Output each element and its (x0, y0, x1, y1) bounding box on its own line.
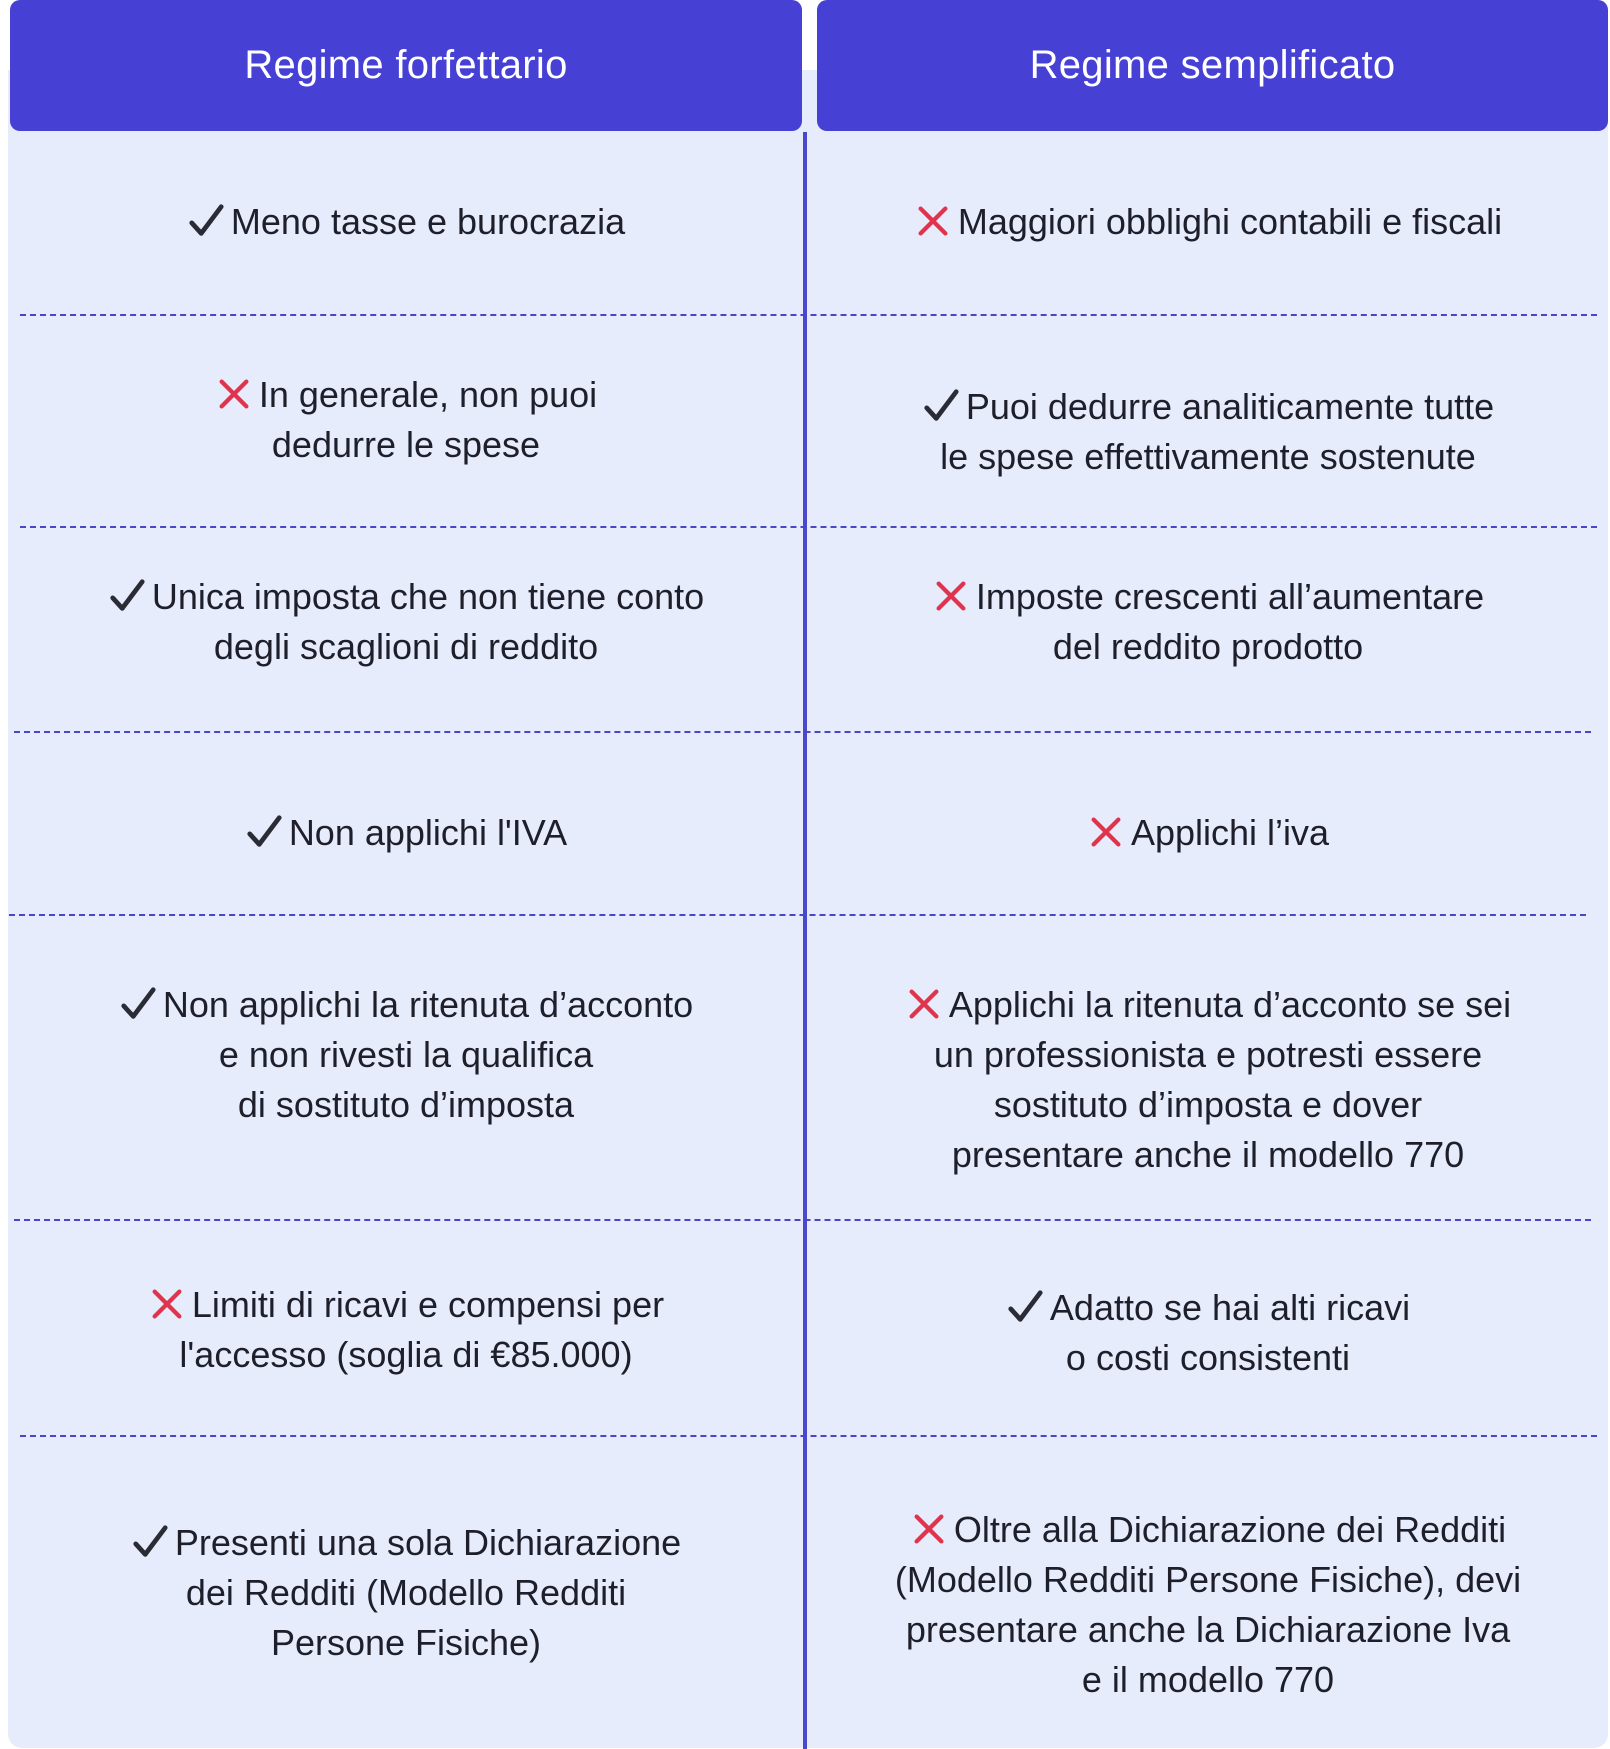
cell-text: Applichi la ritenuta d’acconto se sei un professionista e potresti essere sostituto d’imposta e dover presentare anche il modello 770 (933, 984, 1512, 1175)
table-cell-left (10, 547, 802, 697)
table-cell-left (10, 771, 802, 895)
cell-text: Imposte crescenti all’aumentare del reddito prodotto (975, 576, 1485, 667)
cell-text: Oltre alla Dichiarazione dei Redditi (Modello Redditi Persone Fisiche), devi presentare anche la Dichiarazione Iva e il modello 770 (894, 1509, 1522, 1700)
table-cell-left (10, 980, 802, 1130)
check-icon (119, 985, 157, 1023)
cross-icon (932, 577, 970, 615)
table-cell-left (10, 1255, 802, 1405)
cross-icon (910, 1510, 948, 1548)
cross-icon (914, 202, 952, 240)
cell-text: Puoi dedurre analiticamente tutte le spese effettivamente sostenute (940, 386, 1495, 477)
cell-text: Adatto se hai alti ricavi o costi consistenti (1049, 1287, 1411, 1378)
header-right-label: Regime semplificato (1029, 43, 1396, 87)
table-cell-left (10, 160, 802, 284)
row-separator (20, 526, 1597, 528)
table-body-panel (8, 70, 1608, 1748)
cross-icon (905, 985, 943, 1023)
column-divider (803, 132, 807, 1749)
row-separator (20, 1435, 1597, 1437)
cross-icon (148, 1285, 186, 1323)
header-left-label: Regime forfettario (244, 43, 568, 87)
check-icon (108, 577, 146, 615)
row-separator (14, 731, 1591, 733)
row-separator (9, 914, 1586, 916)
table-cell-left (10, 1518, 802, 1668)
check-icon (245, 813, 283, 851)
cell-text: Limiti di ricavi e compensi per l'accesso (soglia di €85.000) (179, 1284, 665, 1375)
cell-text: In generale, non puoi dedurre le spese (258, 374, 598, 465)
check-icon (187, 202, 225, 240)
cross-icon (1087, 813, 1125, 851)
cell-text: Non applichi l'IVA (288, 812, 568, 853)
row-separator (14, 1219, 1591, 1221)
table-cell-right (808, 1258, 1608, 1408)
table-cell-right (808, 1505, 1608, 1705)
cell-text: Unica imposta che non tiene conto degli scaglioni di reddito (151, 576, 705, 667)
cell-text: Presenti una sola Dichiarazione dei Redditi (Modello Redditi Persone Fisiche) (174, 1522, 682, 1663)
table-cell-right (808, 547, 1608, 697)
row-separator (20, 314, 1597, 316)
check-icon (131, 1523, 169, 1561)
check-icon (1006, 1288, 1044, 1326)
table-cell-right (808, 980, 1608, 1180)
cell-text: Meno tasse e burocrazia (230, 201, 626, 242)
cross-icon (215, 375, 253, 413)
table-cell-right (808, 160, 1608, 284)
header-regime-forfettario (10, 0, 802, 131)
table-cell-right (808, 357, 1608, 507)
table-cell-left (10, 345, 802, 495)
header-regime-semplificato (817, 0, 1608, 131)
check-icon (922, 387, 960, 425)
cell-text: Applichi l’iva (1130, 812, 1330, 853)
cell-text: Maggiori obblighi contabili e fiscali (957, 201, 1503, 242)
table-cell-right (808, 771, 1608, 895)
cell-text: Non applichi la ritenuta d’acconto e non rivesti la qualifica di sostituto d’imposta (162, 984, 694, 1125)
